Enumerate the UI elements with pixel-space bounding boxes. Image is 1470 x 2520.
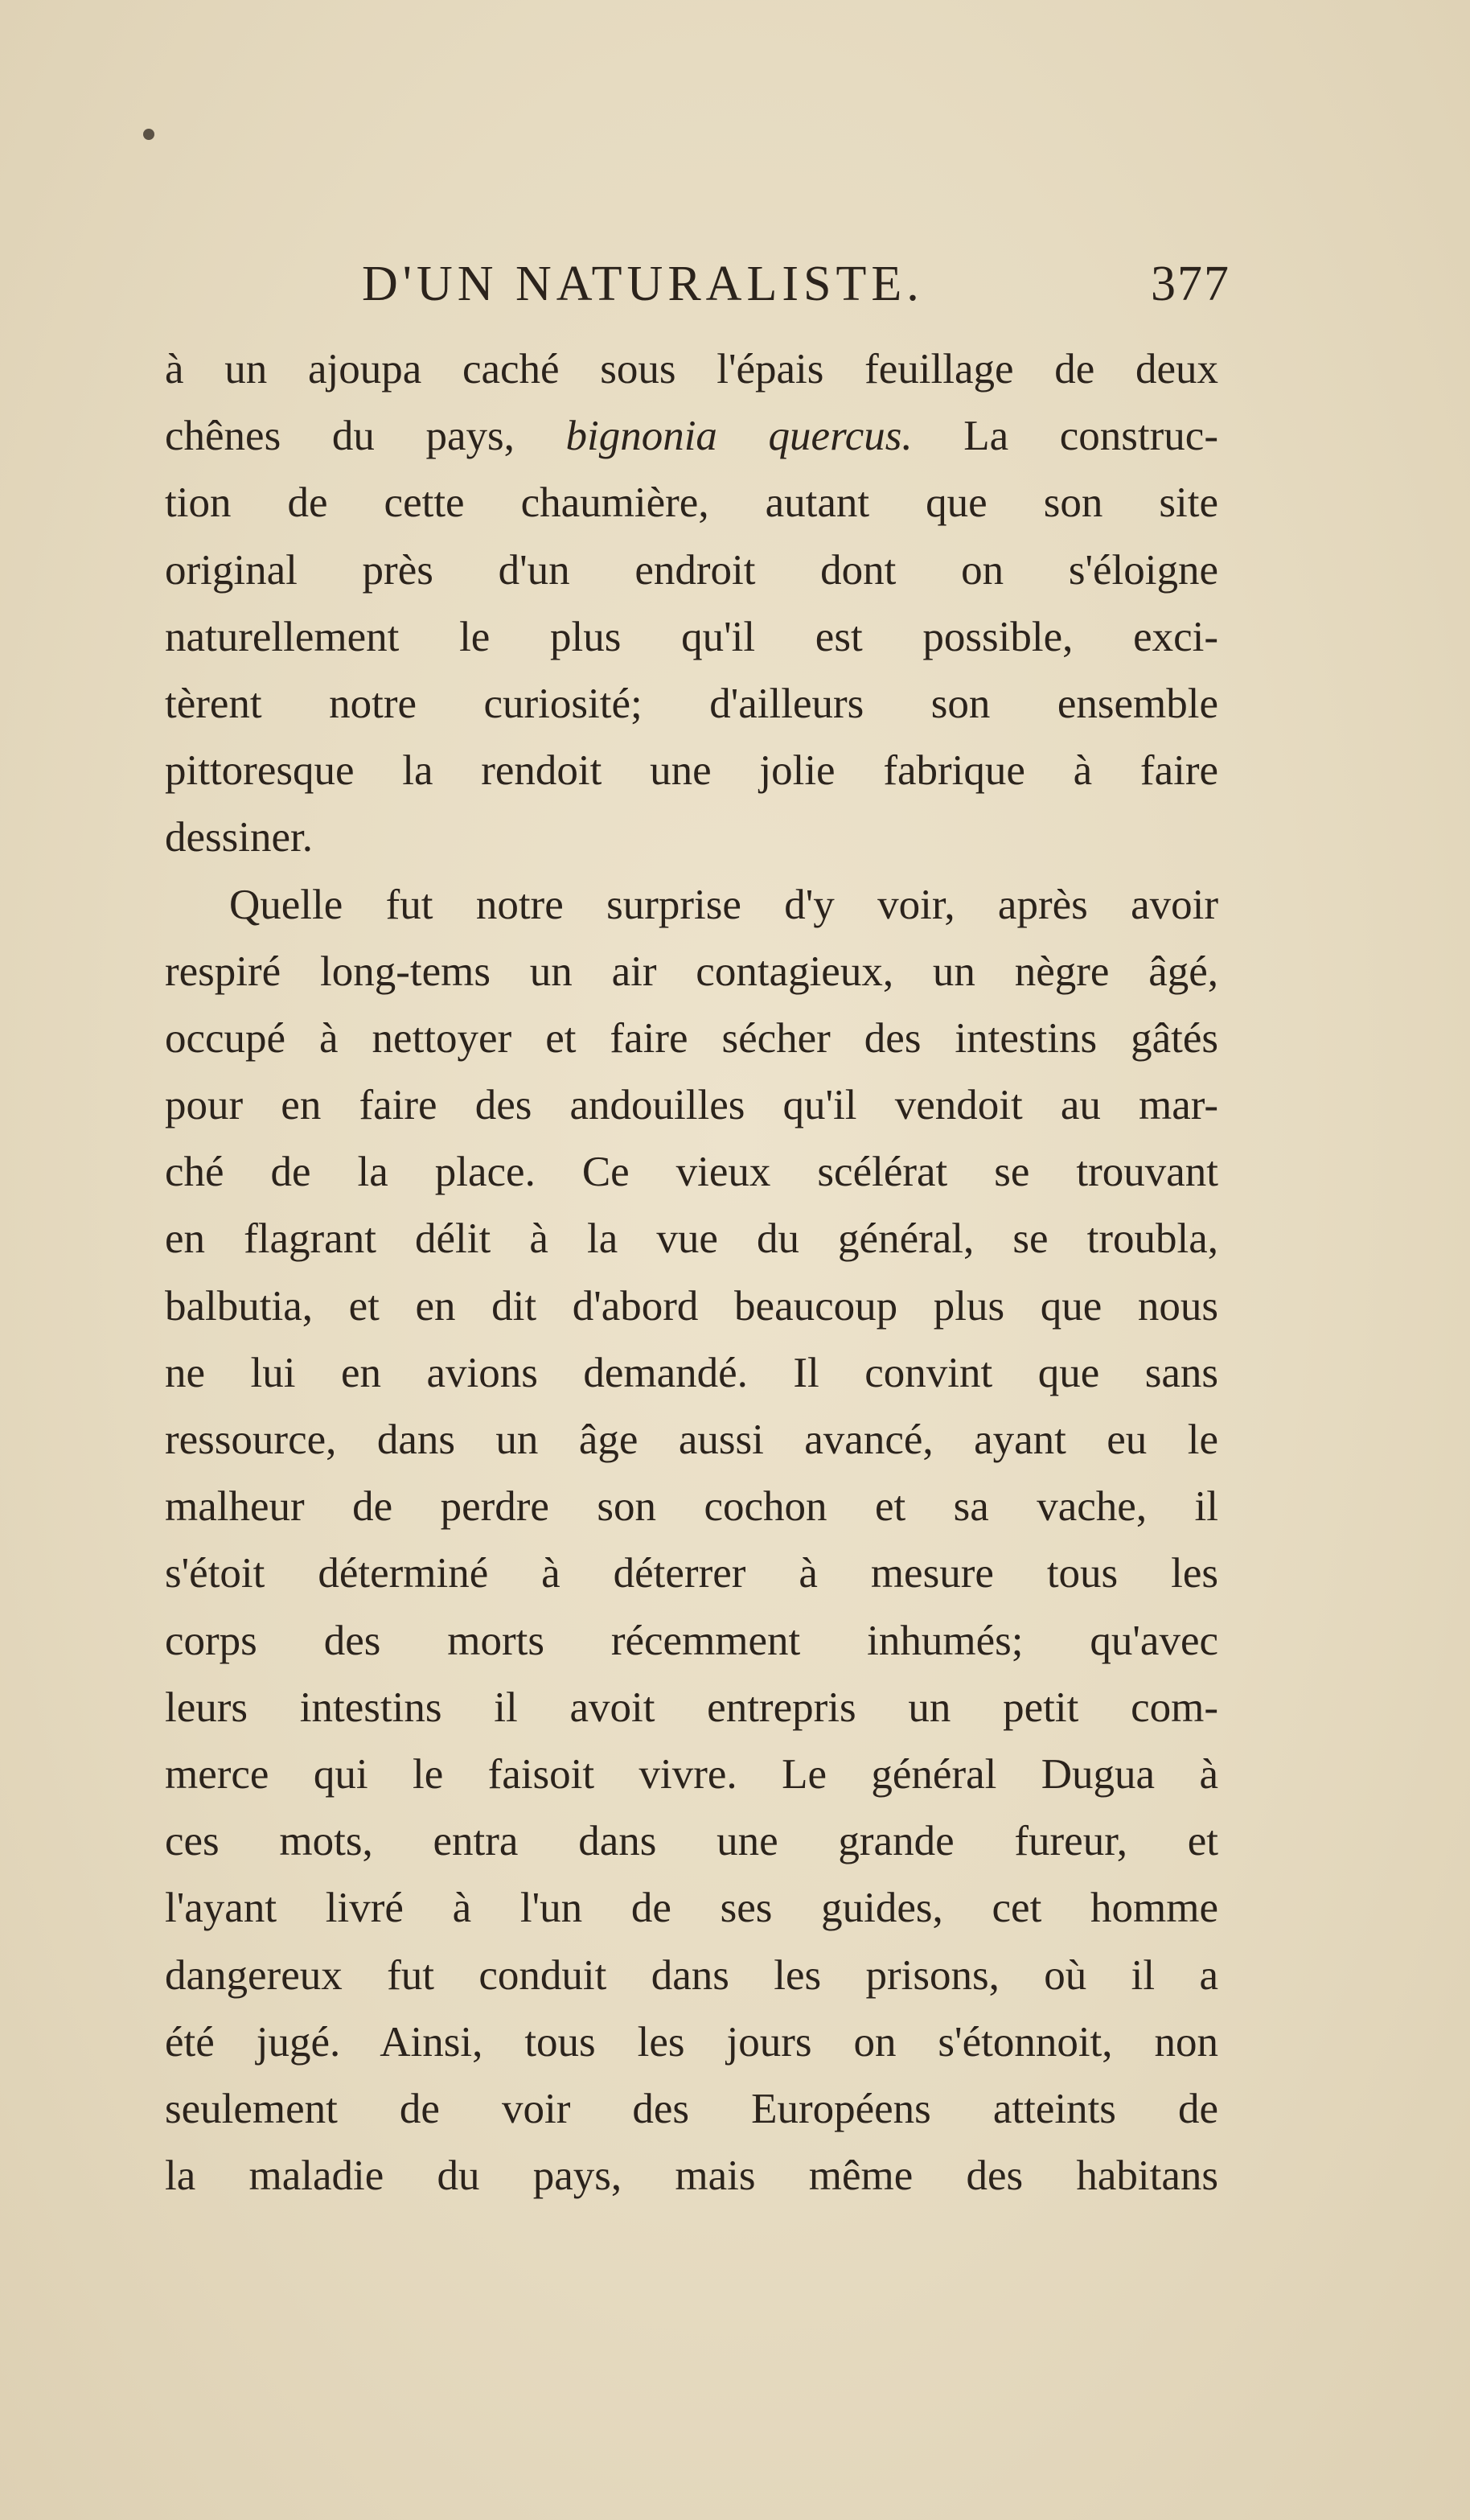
text-line: respiré long-tems un air contagieux, un nègre âgé, bbox=[165, 948, 1218, 995]
text-segment: chênes du pays, bbox=[165, 413, 515, 460]
text-line: dangereux fut conduit dans les prisons, où il a bbox=[165, 1951, 1218, 1999]
text-line: balbutia, et en dit d'abord beaucoup plus que nous bbox=[165, 1282, 1218, 1330]
text-line: merce qui le faisoit vivre. Le général Dugua à bbox=[165, 1750, 1218, 1798]
text-line: été jugé. Ainsi, tous les jours on s'étonnoit, non bbox=[165, 2018, 1218, 2066]
body-text bbox=[165, 336, 1218, 2210]
text-line: tion de cette chaumière, autant que son site bbox=[165, 479, 1218, 527]
text-line: en flagrant délit à la vue du général, se troubla, bbox=[165, 1215, 1218, 1263]
text-line: la maladie du pays, mais même des habitans bbox=[165, 2152, 1218, 2200]
page-number: 377 bbox=[1151, 257, 1230, 311]
text-line: pittoresque la rendoit une jolie fabrique à faire bbox=[165, 747, 1218, 795]
running-title: D'UN NATURALISTE. bbox=[362, 257, 924, 311]
text-line: seulement de voir des Européens atteints de bbox=[165, 2085, 1218, 2132]
text-line: l'ayant livré à l'un de ses guides, cet homme bbox=[165, 1885, 1218, 1932]
text-line: occupé à nettoyer et faire sécher des intestins gâtés bbox=[165, 1014, 1218, 1062]
page-header bbox=[362, 256, 1230, 328]
ink-spot bbox=[143, 129, 154, 140]
text-line: leurs intestins il avoit entrepris un petit com- bbox=[165, 1683, 1218, 1731]
text-line: ressource, dans un âge aussi avancé, ayant eu le bbox=[165, 1416, 1218, 1463]
text-line: ne lui en avions demandé. Il convint que sans bbox=[165, 1349, 1218, 1396]
text-line: pour en faire des andouilles qu'il vendoit au mar- bbox=[165, 1082, 1218, 1129]
text-segment: La construc- bbox=[963, 413, 1218, 460]
text-line: à un ajoupa caché sous l'épais feuillage de deux bbox=[165, 346, 1218, 393]
text-line: original près d'un endroit dont on s'éloigne bbox=[165, 546, 1218, 594]
text-line bbox=[165, 403, 1218, 470]
text-line: naturellement le plus qu'il est possible, exci- bbox=[165, 613, 1218, 660]
text-line: ces mots, entra dans une grande fureur, et bbox=[165, 1818, 1218, 1865]
text-line: s'étoit déterminé à déterrer à mesure tous les bbox=[165, 1550, 1218, 1597]
text-line: tèrent notre curiosité; d'ailleurs son ensemble bbox=[165, 680, 1218, 727]
text-line: dessiner. bbox=[165, 814, 313, 861]
text-line: ché de la place. Ce vieux scélérat se trouvant bbox=[165, 1149, 1218, 1196]
text-line: corps des morts récemment inhumés; qu'avec bbox=[165, 1617, 1218, 1664]
text-line: Quelle fut notre surprise d'y voir, après avoir bbox=[229, 881, 1218, 928]
text-line: malheur de perdre son cochon et sa vache, il bbox=[165, 1483, 1218, 1531]
species-name: bignonia quercus. bbox=[565, 413, 913, 460]
